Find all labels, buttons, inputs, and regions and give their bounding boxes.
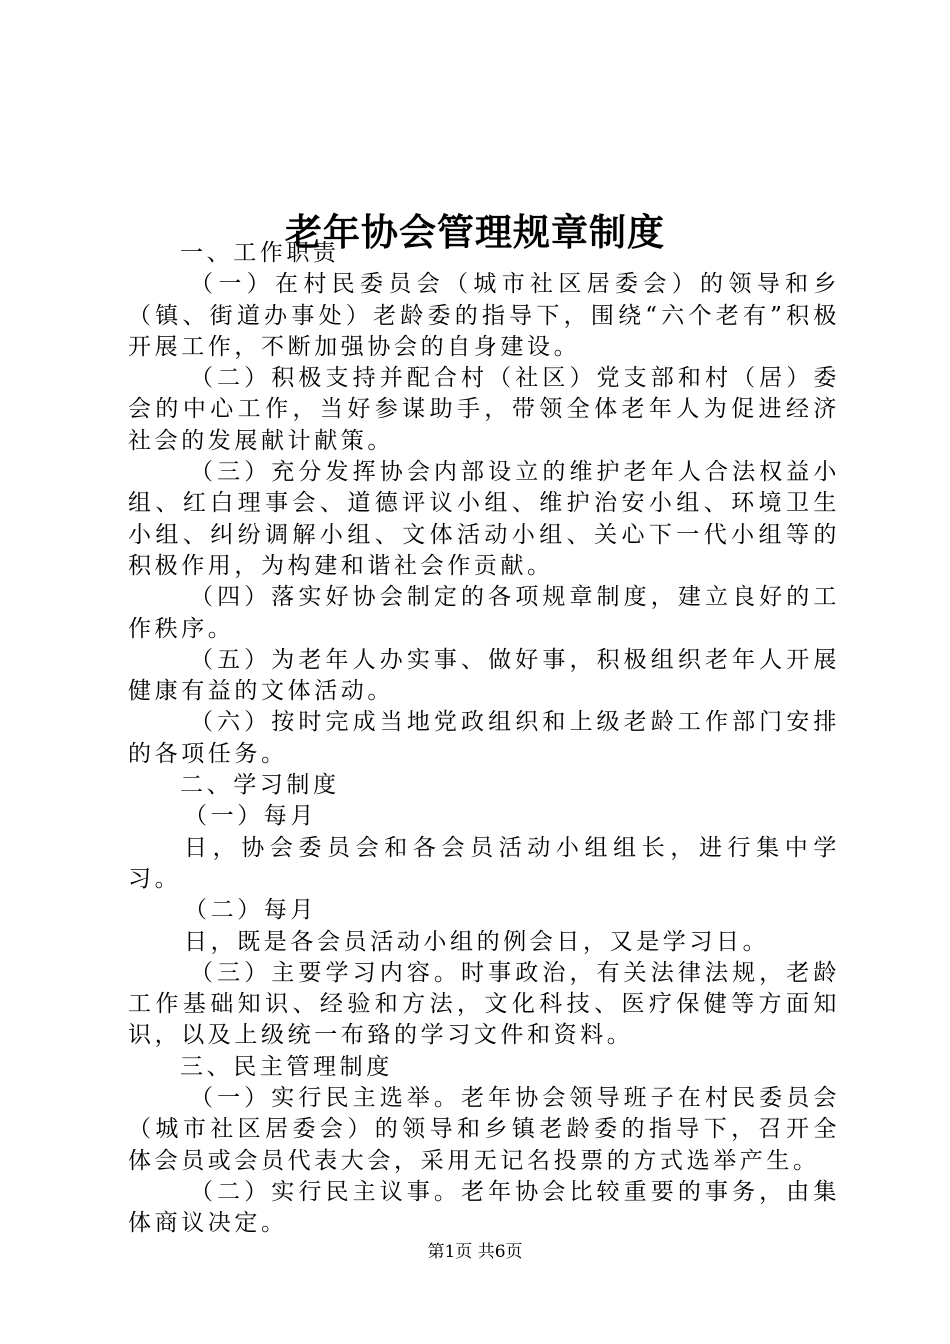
paragraph: （四）落实好协会制定的各项规章制度，建立良好的工作秩序。 — [128, 584, 840, 642]
paragraph: （一）在村民委员会（城市社区居委会）的领导和乡（镇、街道办事处）老龄委的指导下，围绕“六个老有”积极开展工作，不断加强协会的自身建设。 — [128, 271, 840, 360]
paragraph: （三）充分发挥协会内部设立的维护老年人合法权益小组、红白理事会、道德评议小组、维护治安小组、环境卫生小组、纠纷调解小组、文体活动小组、关心下一代小组等的积极作用，为构建和谐社会作贡献。 — [128, 459, 840, 579]
section-heading: 三、民主管理制度 — [180, 1053, 393, 1080]
paragraph: （二）积极支持并配合村（社区）党支部和村（居）委会的中心工作，当好参谋助手，带领全体老年人为促进经济社会的发展献计献策。 — [128, 365, 840, 454]
paragraph: （二）实行民主议事。老年协会比较重要的事务，由集体商议决定。 — [128, 1178, 840, 1237]
paragraph: （一）实行民主选举。老年协会领导班子在村民委员会（城市社区居委会）的领导和乡镇老龄委的指导下，召开全体会员或会员代表大会，采用无记名投票的方式选举产生。 — [128, 1085, 840, 1174]
paragraph: （五）为老年人办实事、做好事，积极组织老年人开展健康有益的文体活动。 — [128, 646, 840, 705]
section-heading: 一、工作职责 — [180, 240, 340, 266]
document-title: 老年协会管理规章制度 — [285, 209, 665, 254]
document-body — [128, 238, 840, 1240]
paragraph: （三）主要学习内容。时事政治，有关法律法规，老龄工作基础知识、经验和方法，文化科技、医疗保健等方面知识，以及上级统一布臵的学习文件和资料。 — [128, 959, 840, 1049]
page-footer: 第1页 共6页 — [427, 1242, 523, 1262]
paragraph: 日，既是各会员活动小组的例会日，又是学习日。 — [184, 928, 770, 955]
paragraph: （六）按时完成当地党政组织和上级老龄工作部门安排的各项任务。 — [128, 709, 840, 767]
section-heading: 二、学习制度 — [180, 772, 340, 799]
paragraph: （一）每月 — [184, 803, 317, 830]
paragraph: 日，协会委员会和各会员活动小组组长，进行集中学习。 — [128, 834, 840, 892]
paragraph: （二）每月 — [184, 897, 317, 924]
